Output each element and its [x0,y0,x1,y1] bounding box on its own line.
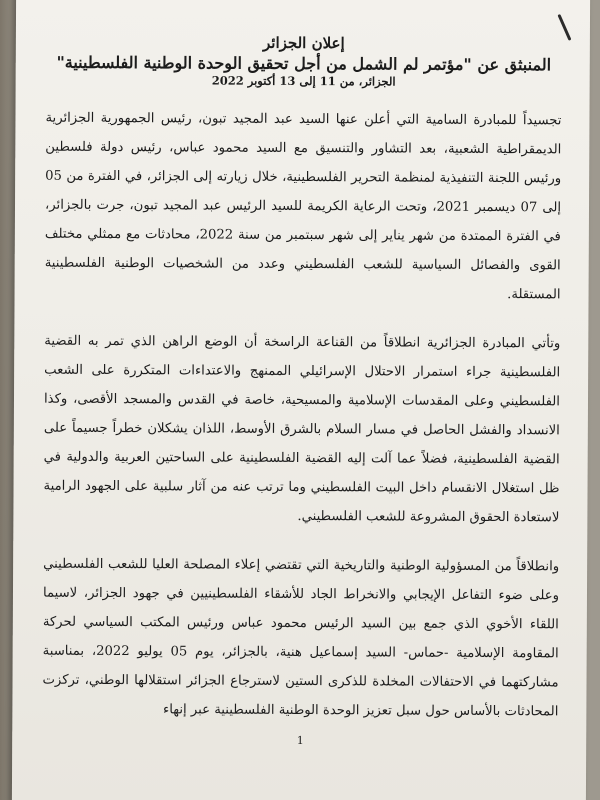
declaration-date: الجزائر، من 11 إلى 13 أكتوبر 2022 [211,73,396,89]
page-number: 1 [296,733,304,748]
paragraph-1: تجسيداً للمبادرة السامية التي أعلن عنها السيد عبد المجيد تبون، رئيس الجمهورية الجزائرية الديمقراطية الشعبية، بعد التشاور والتنسيق مع السيد محمود عباس، رئيس دولة فلسطين ورئيس اللجنة التنفيذية لمنظمة التحرير الفلسطينية، خلال زيارته إلى الجزائر، في الفترة من 05 إلى 07 ديسمبر 2021، وتحت الرعاية الكريمة للسيد الرئيس عبد المجيد تبون، جرت بالجزائر، في الفترة الممتدة من شهر يناير إلى شهر سبتمبر من سنة 2022، محادثات مع ممثلي مختلف القوى والفصائل السياسية للشعب الفلسطيني وعدد من الشخصيات الوطنية الفلسطينية المستقلة. [44,110,562,303]
declaration-subtitle: المنبثق عن "مؤتمر لم الشمل من أجل تحقيق الوحدة الوطنية الفلسطينية" [56,52,552,75]
paper-sheet [12,0,590,800]
paragraph-2: وتأتي المبادرة الجزائرية انطلاقاً من القناعة الراسخة أن الوضع الراهن الذي تمر به القضية الفلسطينية جراء استمرار الاحتلال الإسرائيلي الممنهج والاعتداءات المتكررة على الشعب الفلسطيني وعلى المقدسات الإسلامية والمسيحية، خاصة في القدس والمسجد الأقصى، وكذا الانسداد والفشل الحاصل في مسار السلام بالشرق الأوسط، اللذان يشكلان خطراً جسيماً على القضية الفلسطينية، فضلاً عما آلت إليه القضية الفلسطينية على الساحتين العربية والدولية في ظل استغلال الانقسام داخل البيت الفلسطيني وما ترتب عنه من آثار سلبية على الجهود الرامية لاستعادة الحقوق المشروعة للشعب الفلسطيني. [43,333,561,526]
declaration-title: إعلان الجزائر [263,33,345,53]
paragraph-3: وانطلاقاً من المسؤولية الوطنية والتاريخية التي تقتضي إعلاء المصلحة العليا للشعب الفلسطيني وعلى ضوء التفاعل الإيجابي والانخراط الجاد للأشقاء الفلسطينيين في جهود الجزائر، لاسيما اللقاء الأخوي الذي جمع بين السيد الرئيس محمود عباس ورئيس المكتب السياسي لحركة المقاومة الإسلامية -حماس- السيد إسماعيل هنية، بالجزائر، يوم 05 يوليو 2022، بمناسبة مشاركتهما في الاحتفالات المخلدة للذكرى الستين لاسترجاع الجزائر استقلالها الوطني، تركزت المحادثات بالأساس حول سبل تعزيز الوحدة الوطنية الفلسطينية عبر إنهاء [42,556,560,720]
document-body [42,33,562,748]
